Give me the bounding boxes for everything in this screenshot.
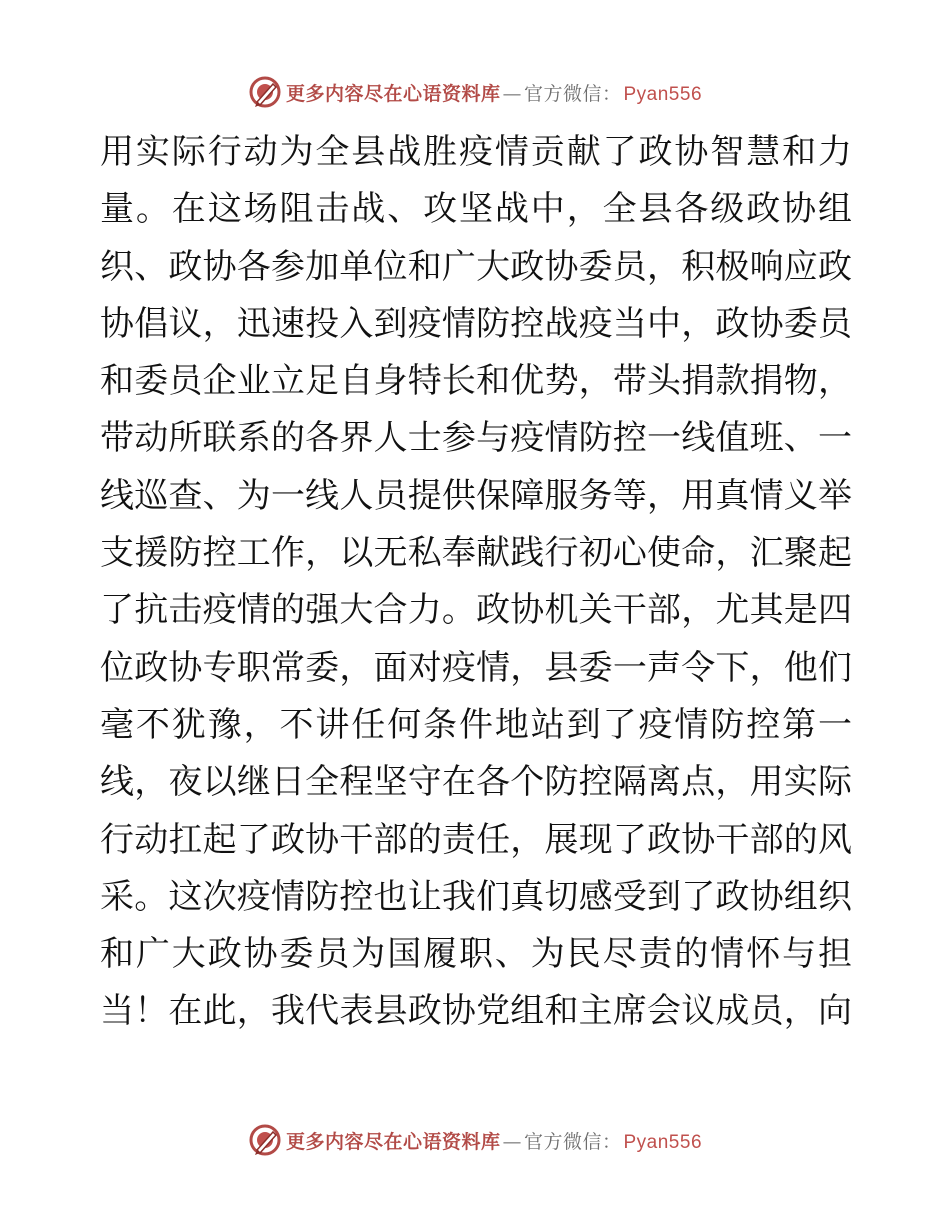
text-line: 用实际行动为全县战胜疫情贡献了政协智慧和力 bbox=[100, 132, 852, 172]
pen-logo-icon bbox=[248, 1123, 282, 1157]
banner-dash: — bbox=[502, 82, 522, 105]
pen-logo-icon bbox=[248, 75, 282, 109]
text-line: 织、政协各参加单位和广大政协委员，积极响应政 bbox=[100, 246, 852, 287]
text-line: 线，夜以继日全程坚守在各个防控隔离点，用实际 bbox=[100, 762, 852, 803]
text-line: 和委员企业立足自身特长和优势，带头捐款捐物， bbox=[100, 361, 852, 402]
text-line: 位政协专职常委，面对疫情，县委一声令下，他们 bbox=[100, 647, 852, 688]
banner-brand: 更多内容尽在心语资料库 bbox=[285, 82, 501, 105]
text-line: 带动所联系的各界人士参与疫情防控一线值班、一 bbox=[100, 418, 852, 459]
text-line: 行动扛起了政协干部的责任，展现了政协干部的风 bbox=[100, 819, 852, 860]
banner-wechat-id: Pyan556 bbox=[623, 1131, 703, 1153]
text-line: 支援防控工作，以无私奉献践行初心使命，汇聚起 bbox=[100, 533, 852, 574]
banner-brand: 更多内容尽在心语资料库 bbox=[285, 1130, 501, 1153]
header-banner bbox=[0, 72, 950, 112]
banner-dash: — bbox=[502, 1130, 522, 1153]
text-line: 量。在这场阻击战、攻坚战中，全县各级政协组 bbox=[100, 189, 852, 230]
text-line: 和广大政协委员为国履职、为民尽责的情怀与担 bbox=[100, 934, 852, 975]
banner-wechat-id: Pyan556 bbox=[623, 83, 703, 105]
text-line: 当！在此，我代表县政协党组和主席会议成员，向 bbox=[100, 991, 852, 1032]
text-line: 线巡查、为一线人员提供保障服务等，用真情义举 bbox=[100, 475, 852, 516]
text-line: 协倡议，迅速投入到疫情防控战疫当中，政协委员 bbox=[100, 303, 852, 344]
text-line: 了抗击疫情的强大合力。政协机关干部，尤其是四 bbox=[100, 590, 852, 631]
footer-banner-text bbox=[286, 1127, 702, 1154]
header-banner-text bbox=[286, 79, 702, 106]
text-line: 采。这次疫情防控也让我们真切感受到了政协组织 bbox=[100, 876, 852, 917]
text-line: 毫不犹豫，不讲任何条件地站到了疫情防控第一 bbox=[100, 704, 852, 745]
banner-official-label: 官方微信： bbox=[523, 82, 622, 105]
footer-banner bbox=[0, 1120, 950, 1160]
banner-official-label: 官方微信： bbox=[523, 1130, 622, 1153]
document-body bbox=[100, 124, 852, 1041]
